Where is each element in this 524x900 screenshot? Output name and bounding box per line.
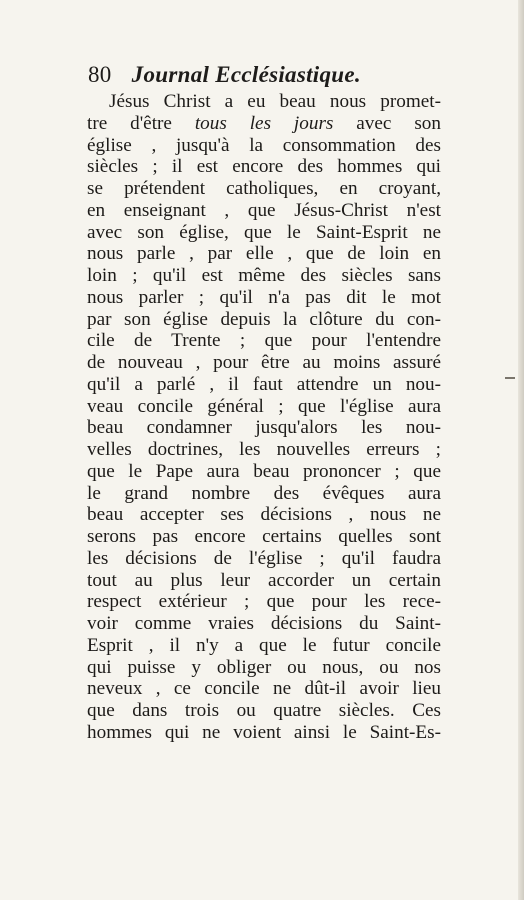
text-line: par son église depuis la clôture du con- <box>87 308 441 330</box>
text-line: que le Pape aura beau prononcer ; que <box>87 460 441 482</box>
text-line: qu'il a parlé , il faut attendre un nou- <box>87 373 441 395</box>
emphasis-text: tous les jours <box>194 112 334 134</box>
text-line: neveux , ce concile ne dût-il avoir lieu <box>87 678 441 700</box>
running-title: Journal Ecclésiastique. <box>131 62 361 87</box>
text-line: beau condamner jusqu'alors les nou- <box>87 417 441 439</box>
text-line: hommes qui ne voient ainsi le Saint-Es- <box>87 721 441 743</box>
page-number: 80 <box>88 62 112 87</box>
text-line: nous parler ; qu'il n'a pas dit le mot <box>87 286 441 308</box>
text-line: tout au plus leur accorder un certain <box>87 569 441 591</box>
text-line: respect extérieur ; que pour les rece- <box>87 591 441 613</box>
text-line: velles doctrines, les nouvelles erreurs ; <box>87 439 441 460</box>
text-line: beau accepter ses décisions , nous ne <box>87 504 441 526</box>
body-text <box>87 91 441 744</box>
text-line: en enseignant , que Jésus-Christ n'est <box>87 199 441 221</box>
text-line: nous parle , par elle , que de loin en <box>87 243 441 265</box>
text-line: se prétendent catholiques, en croyant, <box>87 178 441 199</box>
text-line: veau concile général ; que l'église aura <box>87 395 441 417</box>
text-line: que dans trois ou quatre siècles. Ces <box>87 700 441 721</box>
text-line: église , jusqu'à la consommation des <box>87 134 441 156</box>
text-line: de nouveau , pour être au moins assuré <box>87 352 441 373</box>
page-header <box>88 62 361 88</box>
text-line: cile de Trente ; que pour l'entendre <box>87 330 441 352</box>
text-line: qui puisse y obliger ou nous, ou nos <box>87 656 441 678</box>
margin-mark <box>505 377 515 379</box>
text-line: serons pas encore certains quelles sont <box>87 526 441 547</box>
text-line: tre d'être tous les jours avec son <box>87 112 441 134</box>
text-line: les décisions de l'église ; qu'il faudra <box>87 547 441 569</box>
text-line: le grand nombre des évêques aura <box>87 482 441 504</box>
text-line: voir comme vraies décisions du Saint- <box>87 613 441 634</box>
text-line: Jésus Christ a eu beau nous promet- <box>109 91 441 112</box>
text-line: loin ; qu'il est même des siècles sans <box>87 265 441 286</box>
text-line: Esprit , il n'y a que le futur concile <box>87 634 441 656</box>
text-line: avec son église, que le Saint-Esprit ne <box>87 221 441 243</box>
text-line: siècles ; il est encore des hommes qui <box>87 156 441 178</box>
